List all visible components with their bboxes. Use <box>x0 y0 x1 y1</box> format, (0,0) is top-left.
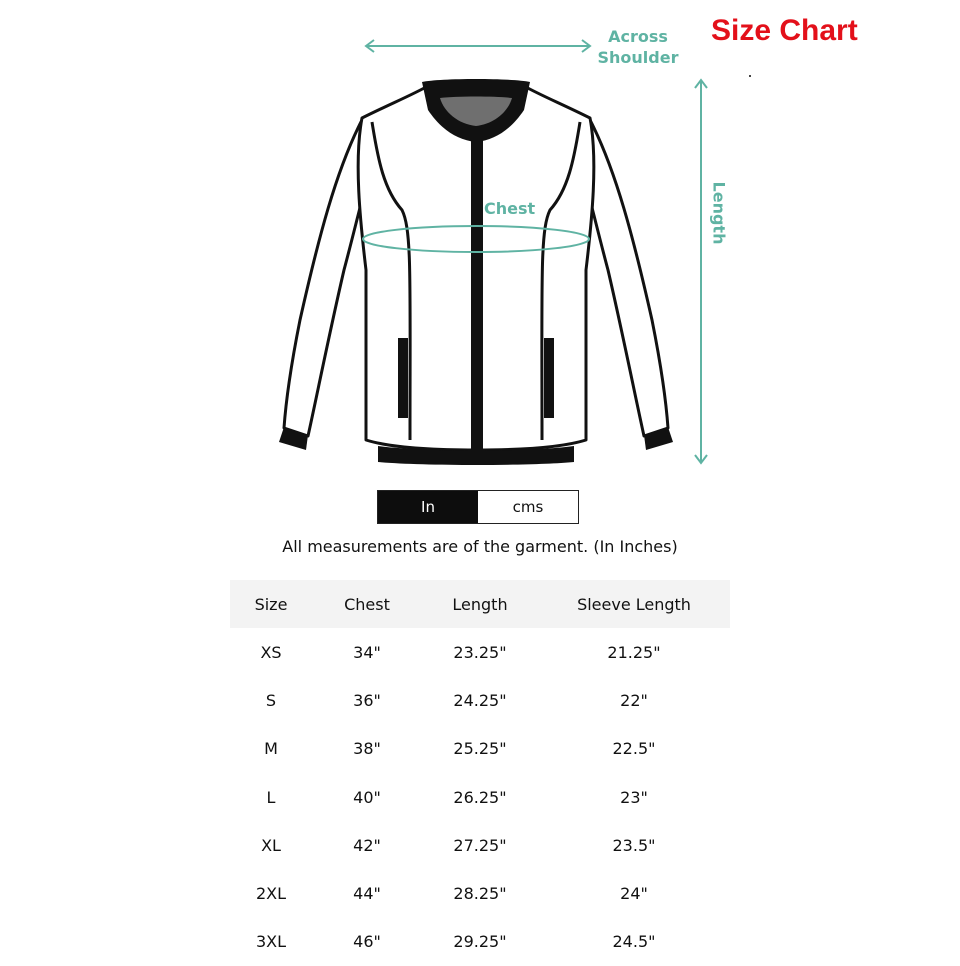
right-pocket <box>544 338 554 418</box>
table-row <box>230 869 730 917</box>
cell-chest: 42" <box>353 835 381 855</box>
cell-sleeve-length: 23" <box>620 787 648 807</box>
cell-size: 2XL <box>255 884 287 904</box>
cell-length: 23.25" <box>453 642 507 662</box>
unit-in-button[interactable]: In <box>378 491 478 523</box>
table-header-row <box>230 580 730 628</box>
table-row <box>230 773 730 821</box>
table-row <box>230 821 730 869</box>
cell-length: 29.25" <box>453 932 507 952</box>
cell-length: 26.25" <box>453 787 507 807</box>
cell-size: XS <box>260 642 282 662</box>
size-chart-title: Size Chart <box>711 14 858 47</box>
cell-sleeve-length: 22" <box>620 690 648 710</box>
cell-sleeve-length: 23.5" <box>612 835 656 855</box>
cell-sleeve-length: 21.25" <box>607 642 661 662</box>
cell-size: XL <box>261 835 281 855</box>
across-shoulder-line1: Across <box>608 27 668 46</box>
cell-sleeve-length: 24.5" <box>612 932 656 952</box>
right-sleeve <box>590 120 668 436</box>
size-table <box>230 580 730 966</box>
zipper-placket <box>471 132 483 452</box>
length-label: Length <box>709 181 729 245</box>
length-arrow <box>695 80 707 463</box>
across-shoulder-label <box>588 26 688 68</box>
unit-toggle <box>377 490 579 524</box>
across-shoulder-line2: Shoulder <box>597 48 679 67</box>
cell-length: 28.25" <box>453 884 507 904</box>
table-row <box>230 676 730 724</box>
across-shoulder-arrow <box>366 40 590 52</box>
cell-length: 24.25" <box>453 690 507 710</box>
cell-length: 27.25" <box>453 835 507 855</box>
chest-label: Chest <box>484 199 536 218</box>
cell-sleeve-length: 22.5" <box>612 739 656 759</box>
cell-size: 3XL <box>255 932 287 952</box>
cell-length: 25.25" <box>453 739 507 759</box>
cell-chest: 34" <box>353 642 381 662</box>
cell-size: M <box>264 739 278 759</box>
cell-size: L <box>266 787 276 807</box>
unit-cms-button[interactable]: cms <box>478 491 578 523</box>
jacket-diagram <box>0 0 960 480</box>
left-sleeve <box>284 120 362 436</box>
cell-chest: 36" <box>353 690 381 710</box>
measurement-note: All measurements are of the garment. (In Inches) <box>282 537 678 556</box>
cell-chest: 40" <box>353 787 381 807</box>
table-row <box>230 628 730 676</box>
header-size: Size <box>254 594 288 614</box>
cell-chest: 44" <box>353 884 381 904</box>
cell-chest: 38" <box>353 739 381 759</box>
table-row <box>230 918 730 966</box>
cell-chest: 46" <box>353 932 381 952</box>
header-sleeve-length: Sleeve Length <box>577 594 691 614</box>
header-length: Length <box>452 594 508 614</box>
cell-size: S <box>265 690 277 710</box>
cell-sleeve-length: 24" <box>620 884 648 904</box>
table-row <box>230 725 730 773</box>
header-chest: Chest <box>344 594 390 614</box>
left-pocket <box>398 338 408 418</box>
